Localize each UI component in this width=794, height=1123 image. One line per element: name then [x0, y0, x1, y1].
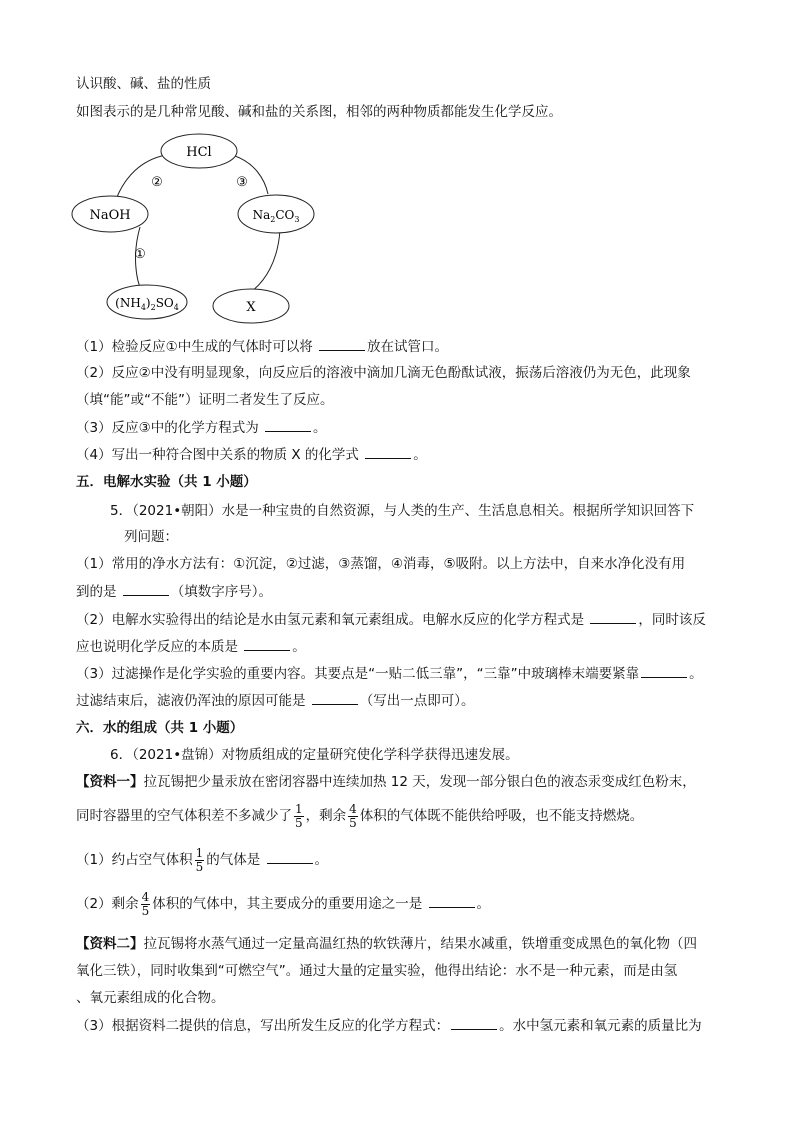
node-naoh-label: NaOH [89, 208, 131, 223]
fraction-one-fifth: $\frac{1}{5}$ [195, 845, 204, 874]
answer-blank[interactable] [123, 581, 169, 596]
q5-part3-line2: 过滤结束后，滤液仍浑浊的原因可能是 （写出一点即可）。 [76, 690, 475, 711]
q4-part2-line2: （填“能”或“不能”）证明二者发生了反应。 [76, 392, 334, 408]
node-x-label: X [246, 300, 256, 315]
q5-part3-line1: （3）过滤操作是化学实验的重要内容。其要点是“一贴二低三靠”，“三靠”中玻璃棒末端要紧靠 。 [76, 663, 703, 684]
q5-part2-line1: （2）电解水实验得出的结论是水由氢元素和氧元素组成。电解水反应的化学方程式是 ，同时该反 [76, 609, 706, 630]
material2-line2: 氧化三铁），同时收集到“可燃空气”。通过大量的定量实验，他得出结论：水不是一种元素，而是由氢 [76, 963, 678, 979]
answer-blank[interactable] [429, 893, 475, 908]
node-na2co3-label: $Na_2CO_3$ [252, 208, 300, 224]
fraction-one-fifth: $\frac{1}{5}$ [295, 801, 303, 830]
material2-line1: 【资料二】拉瓦锡将水蒸气通过一定量高温红热的软铁薄片，结果水减重，铁增重变成黑色的氧化物（四 [76, 936, 697, 952]
q4-part3: （3）反应③中的化学方程式为 。 [76, 417, 326, 438]
q5-stem-line2: 列问题： [124, 529, 178, 545]
q5-stem-line1: 5．（2021•朝阳）水是一种宝贵的自然资源，与人类的生产、生活息息相关。根据所学知识回答下 [110, 503, 695, 519]
q6-part1: （1）约占空气体积 $\frac{1}{5}$ 的气体是 。 [76, 845, 329, 874]
node-nh4-2so4-label: $(NH_4)_2SO_4$ [115, 296, 179, 312]
reaction-label-3: ③ [236, 175, 248, 190]
fraction-four-fifths: $\frac{4}{5}$ [141, 889, 150, 918]
answer-blank[interactable] [267, 849, 313, 864]
answer-blank[interactable] [319, 336, 365, 351]
q4-part4: （4）写出一种符合图中关系的物质 X 的化学式 。 [76, 444, 427, 465]
link-na2co3-x [248, 230, 280, 294]
q6-part3: （3）根据资料二提供的信息，写出所发生反应的化学方程式： 。水中氢元素和氧元素的质量比为 [76, 1015, 702, 1036]
q5-part1-line1: （1）常用的净水方法有：①沉淀，②过滤，③蒸馏，④消毒，⑤吸附。以上方法中，自来水净化没有用 [76, 556, 686, 572]
material1-line1: 【资料一】拉瓦锡把少量汞放在密闭容器中连续加热 12 天，发现一部分银白色的液态汞变成红色粉末， [76, 774, 696, 790]
answer-blank[interactable] [641, 663, 687, 678]
intro-description: 如图表示的是几种常见酸、碱和盐的关系图，相邻的两种物质都能发生化学反应。 [76, 104, 562, 120]
reaction-label-2: ② [151, 175, 163, 190]
reaction-label-1: ① [134, 247, 146, 262]
intro-title: 认识酸、碱、盐的性质 [76, 76, 211, 92]
q4-part1: （1）检验反应①中生成的气体时可以将 放在试管口。 [76, 336, 448, 357]
fraction-four-fifths: $\frac{4}{5}$ [349, 801, 357, 830]
q4-part2-line1: （2）反应②中没有明显现象，向反应后的溶液中滴加几滴无色酚酞试液，振荡后溶液仍为无色，此现象 [76, 365, 691, 381]
answer-blank[interactable] [312, 690, 358, 705]
q6-stem: 6．（2021•盘锦）对物质组成的定量研究使化学科学获得迅速发展。 [110, 747, 519, 763]
answer-blank[interactable] [265, 417, 311, 432]
answer-blank[interactable] [365, 444, 411, 459]
q5-part2-line2: 应也说明化学反应的本质是 。 [76, 636, 306, 657]
q5-part1-line2: 到的是 （填数字序号）。 [76, 581, 272, 602]
answer-blank[interactable] [244, 636, 290, 651]
section6-heading: 六．水的组成（共 1 小题） [76, 720, 244, 736]
reaction-relationship-diagram [70, 130, 330, 330]
material2-line3: 、氧元素组成的化合物。 [76, 990, 225, 1006]
q6-part2: （2）剩余 $\frac{4}{5}$ 体积的气体中，其主要成分的重要用途之一是 。 [76, 889, 491, 918]
node-hcl-label: HCl [186, 145, 212, 160]
material1-line2: 同时容器里的空气体积差不多减少了 $\frac{1}{5}$ ，剩余 $\frac{4}{5}$ 体积的气体既不能供给呼吸，也不能支持燃烧。 [76, 801, 644, 830]
answer-blank[interactable] [590, 609, 636, 624]
answer-blank[interactable] [451, 1015, 497, 1030]
section5-heading: 五．电解水实验（共 1 小题） [76, 474, 257, 490]
